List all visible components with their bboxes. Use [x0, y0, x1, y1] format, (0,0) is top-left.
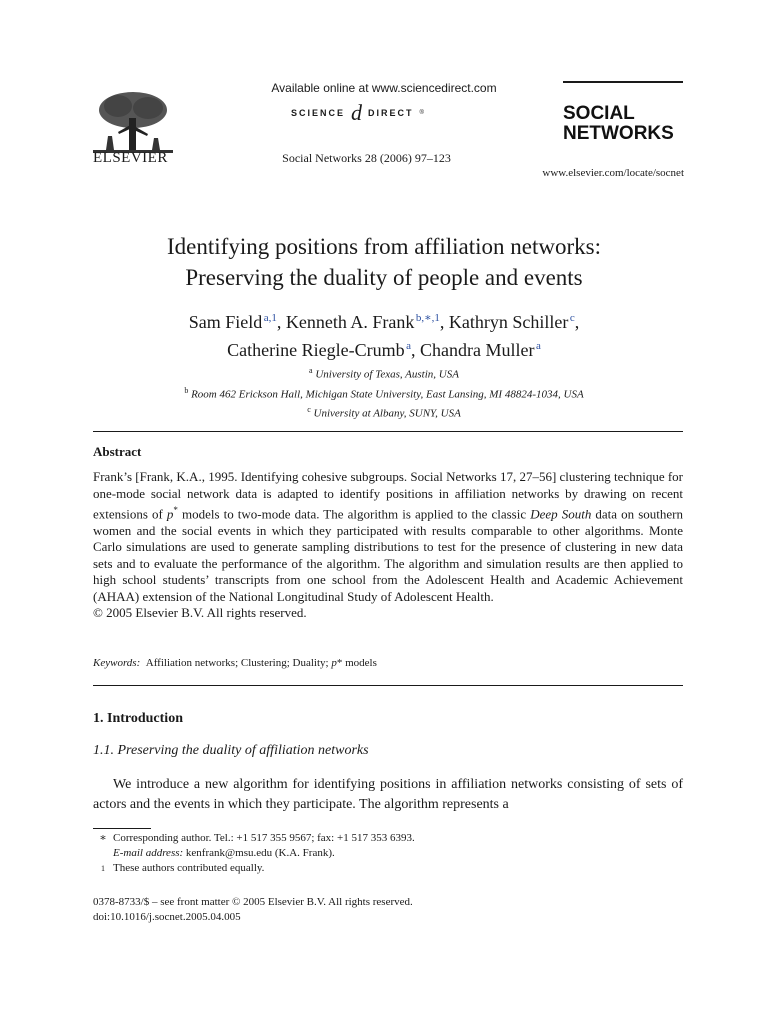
- affiliation-item: [0, 383, 768, 403]
- available-online-text: Available online at www.sciencedirect.com: [271, 81, 497, 95]
- footnote-text: Corresponding author. Tel.: +1 517 355 9567; fax: +1 517 353 6393.: [113, 832, 415, 844]
- journal-name-line-1: SOCIAL: [563, 103, 635, 124]
- title-line-1: Identifying positions from affiliation networks:: [167, 234, 601, 259]
- author-affiliation-link[interactable]: b,∗,1: [415, 312, 440, 324]
- author-name: Kathryn Schiller: [448, 312, 569, 332]
- registered-mark: ®: [419, 110, 424, 116]
- abstract-top-rule: [93, 431, 683, 432]
- footnote-mark: ∗: [99, 832, 107, 844]
- author-separator: ,: [410, 340, 420, 360]
- abstract-text: models to two-mode data. The algorithm is applied to the classic: [177, 506, 531, 522]
- keywords-p: p: [331, 657, 337, 669]
- affiliation-text: University of Texas, Austin, USA: [315, 368, 459, 381]
- footnote-email: [93, 846, 415, 861]
- footnote-mark: 1: [101, 864, 105, 873]
- footnote-corresponding: [93, 831, 415, 846]
- title-line-2: Preserving the duality of people and events: [185, 265, 583, 290]
- paper-title: [0, 231, 768, 293]
- deep-south-term: Deep South: [530, 506, 592, 522]
- abstract-body: [93, 469, 683, 622]
- journal-name-line-2: NETWORKS: [563, 123, 674, 144]
- sciencedirect-logo: [291, 100, 424, 125]
- journal-logo-rule: [563, 81, 683, 83]
- footnote-text: These authors contributed equally.: [113, 862, 265, 874]
- publisher-name: ELSEVIER: [93, 150, 168, 166]
- abstract-text: Frank’s [Frank, K.A., 1995. Identifying cohesive subgroups. Social Networks 17, 27–56] clustering technique for one-mode social network data is adapted to identify positions in affiliation networks by drawing on recent extensions of: [93, 469, 683, 522]
- keywords-tail: * models: [336, 657, 377, 669]
- abstract-text: data on southern women and the social events in which they participated with results comparable to other algorithms. Monte Carlo simulations are used to generate sampling distributions to test for the presence of clustering in new data sets and to evaluate the performance of the algorithm. The algorithm and simulation results are then applied to high school students’ transcripts from one school from the Adolescent Health and Academic Achievement (AHAA) extension of the National Longitudinal Study of Adolescent Health.: [93, 506, 683, 604]
- front-matter: [93, 895, 413, 924]
- affiliation-text: University at Albany, SUNY, USA: [313, 407, 461, 420]
- abstract-heading: Abstract: [93, 444, 142, 459]
- sciencedirect-d-icon: d: [351, 100, 363, 125]
- author-affiliation-link[interactable]: c: [569, 312, 575, 324]
- affiliation-mark: c: [307, 405, 311, 415]
- footnote-equal: [93, 861, 415, 876]
- email-address-link[interactable]: kenfrank@msu.edu (K.A. Frank).: [183, 847, 335, 859]
- abstract-bottom-rule: [93, 685, 683, 686]
- author-separator: ,: [574, 312, 580, 332]
- affiliation-item: [0, 402, 768, 422]
- author-separator: ,: [439, 312, 449, 332]
- affiliation-mark: b: [184, 385, 189, 395]
- author-affiliation-link[interactable]: a: [406, 340, 411, 352]
- journal-citation: Social Networks 28 (2006) 97–123: [282, 151, 451, 165]
- author-name: Kenneth A. Frank: [285, 312, 415, 332]
- keywords: [93, 657, 377, 669]
- p-star: *: [173, 505, 178, 515]
- doi-link[interactable]: doi:10.1016/j.socnet.2005.04.005: [93, 910, 241, 923]
- author-affiliation-link[interactable]: a: [535, 340, 541, 352]
- author-name: Sam Field: [188, 312, 263, 332]
- journal-name: [563, 104, 674, 144]
- sciencedirect-left: SCIENCE: [291, 108, 346, 118]
- affiliation-mark: a: [309, 366, 313, 375]
- abstract-copyright: © 2005 Elsevier B.V. All rights reserved.: [93, 605, 307, 621]
- footnotes: [93, 831, 415, 876]
- author-name: Chandra Muller: [419, 340, 535, 360]
- author-separator: ,: [276, 312, 286, 332]
- affiliation-list: [0, 363, 768, 422]
- p-symbol: p: [166, 506, 174, 522]
- issn-line: 0378-8733/$ – see front matter © 2005 Elsevier B.V. All rights reserved.: [93, 896, 413, 908]
- intro-paragraph: We introduce a new algorithm for identifying positions in affiliation networks consisting of sets of actors and the events in which they participate. The algorithm represents a: [93, 777, 683, 812]
- author-affiliation-link[interactable]: a,1: [263, 312, 277, 324]
- author-list: [0, 306, 768, 362]
- subsection-heading: 1.1. Preserving the duality of affiliation networks: [93, 743, 369, 758]
- sciencedirect-right: DIRECT: [368, 108, 414, 118]
- keywords-label: Keywords:: [93, 657, 141, 669]
- email-label: E-mail address:: [113, 847, 184, 859]
- affiliation-item: [0, 363, 768, 383]
- section-heading: 1. Introduction: [93, 711, 183, 726]
- footnote-rule: [93, 828, 151, 829]
- author-name: Catherine Riegle-Crumb: [227, 340, 405, 360]
- journal-url-link[interactable]: www.elsevier.com/locate/socnet: [542, 167, 684, 179]
- affiliation-text: Room 462 Erickson Hall, Michigan State University, East Lansing, MI 48824-1034, USA: [191, 388, 584, 401]
- keywords-list: Affiliation networks; Clustering; Duality;: [145, 657, 332, 669]
